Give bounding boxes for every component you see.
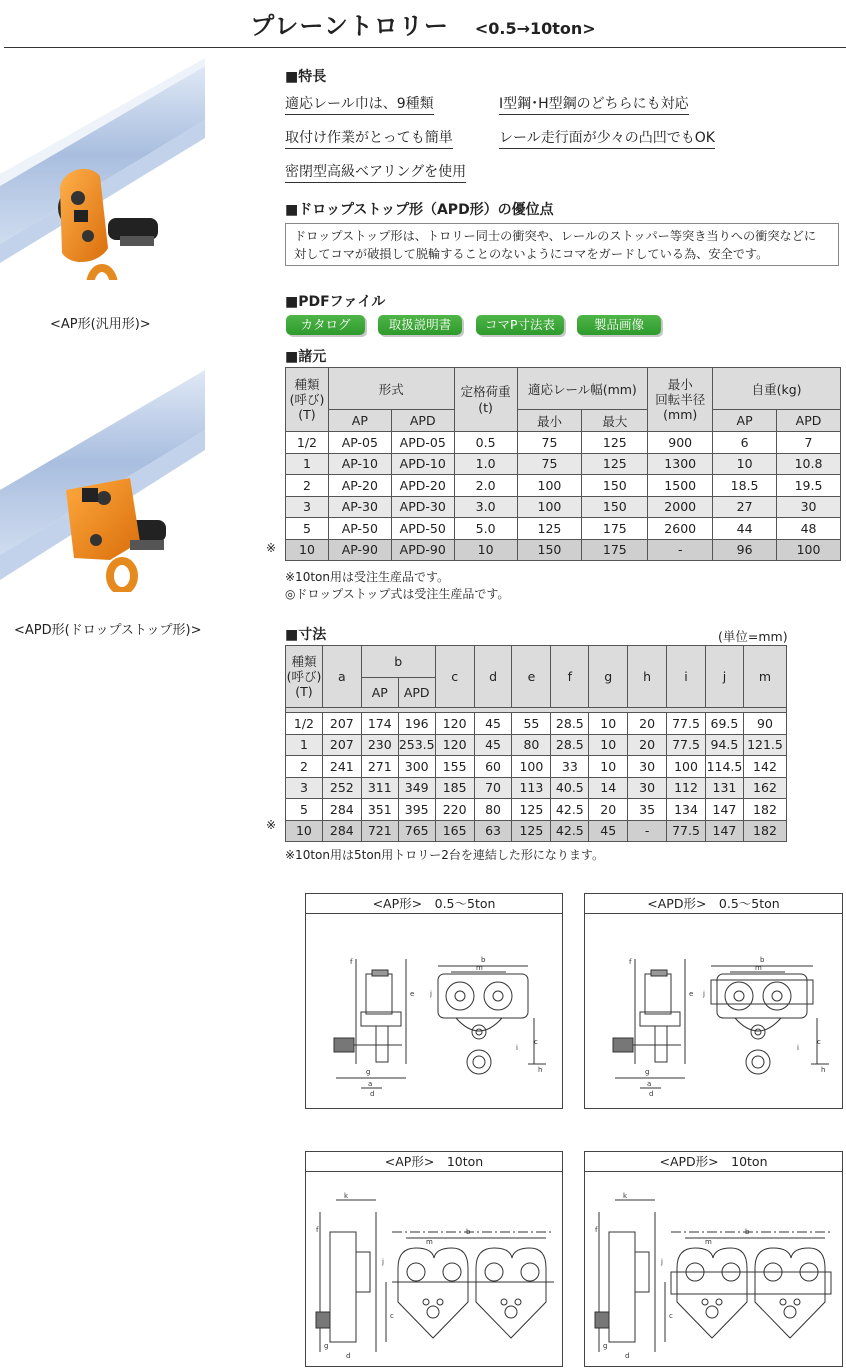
specs-cell: APD-10 [391,453,454,475]
dims-cell: 77.5 [667,713,706,735]
dims-cell: 284 [322,820,361,842]
dims-heading: ■寸法 [285,627,327,643]
dims-cell: 349 [398,777,435,799]
specs-cell: 100 [517,496,582,518]
svg-text:e: e [410,990,415,998]
feature-easy-install: 取付け作業がとっても簡単 [285,127,453,149]
svg-text:g: g [324,1342,329,1350]
dims-cell: 351 [361,799,398,821]
dims-cell: 1 [286,734,323,756]
dims-header-b-apd: APD [398,678,435,708]
specs-cell: 10 [286,539,329,561]
specs-cell: 100 [517,475,582,497]
dims-cell: 60 [474,756,512,778]
pdf-dimension-button[interactable]: コマP寸法表 [476,315,564,335]
specs-cell: AP-50 [328,518,391,540]
specs-row [286,518,841,540]
title-divider [4,47,846,48]
pdf-heading: ■PDFファイル [285,294,386,310]
dims-cell: 10 [589,734,628,756]
dims-cell: 63 [474,820,512,842]
specs-header-model: 形式 [328,368,454,410]
dims-cell: 162 [743,777,786,799]
dims-cell: 80 [512,734,551,756]
dims-cell: 20 [628,713,667,735]
dims-cell: 207 [322,713,361,735]
dims-row [286,799,787,821]
specs-cell: 2 [286,475,329,497]
specs-cell: APD-90 [391,539,454,561]
svg-text:g: g [645,1068,650,1076]
specs-cell: 75 [517,432,582,454]
dims-cell: 40.5 [551,777,589,799]
dims-cell: 10 [589,756,628,778]
dims-cell: 113 [512,777,551,799]
specs-cell: 48 [777,518,841,540]
specs-cell: 125 [582,453,648,475]
drawing-apd-small-diagram [585,914,842,1108]
svg-text:m: m [705,1238,712,1246]
dims-table [285,645,787,842]
drawing-apd-small [584,893,843,1109]
svg-text:e: e [689,990,694,998]
specs-cell: APD-30 [391,496,454,518]
specs-cell: 30 [777,496,841,518]
specs-header-weight-ap: AP [713,410,777,432]
apd-photo-caption: <APD形(ドロップストップ形)> [14,623,202,638]
drawing-apd-10ton [584,1151,843,1367]
dims-cell: 182 [743,820,786,842]
svg-text:f: f [595,1226,598,1234]
svg-text:i: i [797,1044,799,1052]
specs-cell: 150 [517,539,582,561]
dims-cell: 20 [628,734,667,756]
specs-cell: AP-90 [328,539,391,561]
dims-header-c: c [435,646,474,708]
dims-cell: 174 [361,713,398,735]
svg-text:b: b [481,956,486,964]
dims-cell: 28.5 [551,734,589,756]
dims-cell: 765 [398,820,435,842]
ap-photo-caption: <AP形(汎用形)> [50,317,151,332]
specs-table [285,367,841,561]
specs-cell: AP-05 [328,432,391,454]
svg-text:j: j [703,990,705,998]
svg-text:b: b [466,1228,471,1236]
svg-text:d: d [370,1090,375,1098]
drawing-ap-10ton [305,1151,563,1367]
specs-cell: 19.5 [777,475,841,497]
specs-cell: 96 [713,539,777,561]
dims-cell: 45 [474,713,512,735]
specs-cell: 44 [713,518,777,540]
specs-header-load: 定格荷重 (t) [454,368,517,432]
dims-cell: 300 [398,756,435,778]
dims-cell: 30 [628,777,667,799]
pdf-manual-button[interactable]: 取扱説明書 [378,315,462,335]
dims-cell: 2 [286,756,323,778]
dims-cell: 165 [435,820,474,842]
dims-header-a: a [322,646,361,708]
svg-text:g: g [603,1342,608,1350]
svg-text:d: d [346,1352,351,1360]
dims-cell: 5 [286,799,323,821]
svg-text:g: g [366,1068,371,1076]
specs-cell: 175 [582,539,648,561]
dims-cell: 90 [743,713,786,735]
svg-text:a: a [368,1080,373,1088]
pdf-catalog-button[interactable]: カタログ [286,315,365,335]
specs-row [286,475,841,497]
svg-text:j: j [382,1258,384,1266]
svg-text:b: b [760,956,765,964]
dims-cell: 80 [474,799,512,821]
dims-cell: 42.5 [551,799,589,821]
specs-cell: 900 [648,432,713,454]
svg-text:j: j [430,990,432,998]
dropstop-text-line1: ドロップストップ形は、トロリー同士の衝突や、レールのストッパー等突き当りへの衝突などに [294,229,817,243]
dims-cell: 185 [435,777,474,799]
dims-cell: 28.5 [551,713,589,735]
dims-cell: 207 [322,734,361,756]
specs-header-weight-apd: APD [777,410,841,432]
specs-cell: 175 [582,518,648,540]
specs-cell: 18.5 [713,475,777,497]
specs-cell: 27 [713,496,777,518]
dims-cell: 121.5 [743,734,786,756]
dims-row [286,820,787,842]
dims-cell: 196 [398,713,435,735]
dims-cell: 45 [589,820,628,842]
svg-text:j: j [661,1258,663,1266]
dims-cell: 69.5 [705,713,743,735]
dims-header-g: g [589,646,628,708]
specs-cell: 6 [713,432,777,454]
svg-text:m: m [755,964,762,972]
apd-trolley-photo [0,370,205,592]
specs-cell: 2.0 [454,475,517,497]
specs-cell: 2000 [648,496,713,518]
specs-header-max: 最大 [582,410,648,432]
svg-text:m: m [426,1238,433,1246]
specs-10ton-mark: ※ [266,541,277,555]
dims-cell: 147 [705,820,743,842]
dims-cell: 721 [361,820,398,842]
feature-bearing: 密閉型高級ベアリングを使用 [285,161,466,183]
specs-note-2: ◎ドロップストップ式は受注生産品です。 [285,587,510,601]
specs-cell: 75 [517,453,582,475]
specs-header-radius: 最小 回転半径 (mm) [648,368,713,432]
dims-cell: 114.5 [705,756,743,778]
dims-cell: 77.5 [667,734,706,756]
specs-cell: AP-10 [328,453,391,475]
dims-cell: 120 [435,713,474,735]
specs-cell: 5.0 [454,518,517,540]
svg-text:a: a [647,1080,652,1088]
dims-cell: 70 [474,777,512,799]
feature-beam-types: I型鋼･H型鋼のどちらにも対応 [499,93,689,115]
page-title-main: プレーントロリー [250,12,449,40]
dims-cell: 241 [322,756,361,778]
drawing-apd-10ton-diagram [585,1172,842,1366]
specs-note-1: ※10ton用は受注生産品です。 [285,570,450,584]
dims-cell: 125 [512,799,551,821]
specs-cell: 1.0 [454,453,517,475]
dims-cell: 120 [435,734,474,756]
page-title-sub: <0.5→10ton> [474,19,596,38]
specs-cell: 125 [517,518,582,540]
specs-header-kind: 種類 (呼び) (T) [286,368,329,432]
dims-cell: 142 [743,756,786,778]
dims-header-f: f [551,646,589,708]
dims-cell: 147 [705,799,743,821]
specs-row [286,539,841,561]
specs-cell: APD-20 [391,475,454,497]
dims-cell: 112 [667,777,706,799]
specs-cell: 1300 [648,453,713,475]
dims-cell: 1/2 [286,713,323,735]
specs-cell: 125 [582,432,648,454]
dims-cell: 253.5 [398,734,435,756]
dims-cell: 20 [589,799,628,821]
drawing-ap-10ton-diagram [306,1172,562,1366]
specs-cell: 3 [286,496,329,518]
dims-cell: 30 [628,756,667,778]
dropstop-description [285,223,839,266]
dims-cell: 155 [435,756,474,778]
drawing-ap-small-title: <AP形> 0.5〜5ton [306,894,562,914]
specs-cell: 5 [286,518,329,540]
dims-row [286,756,787,778]
specs-cell: 2600 [648,518,713,540]
dims-cell: 131 [705,777,743,799]
dims-cell: 395 [398,799,435,821]
svg-text:i: i [516,1044,518,1052]
pdf-product-image-button[interactable]: 製品画像 [577,315,661,335]
specs-row [286,496,841,518]
dims-cell: 284 [322,799,361,821]
drawing-ap-small-diagram [306,914,562,1108]
specs-cell: 1500 [648,475,713,497]
ap-trolley-photo [0,58,205,280]
specs-row [286,453,841,475]
specs-cell: 100 [777,539,841,561]
dims-cell: 220 [435,799,474,821]
dims-cell: 35 [628,799,667,821]
dims-cell: - [628,820,667,842]
page-title [0,6,846,46]
specs-cell: 150 [582,475,648,497]
dims-cell: 134 [667,799,706,821]
feature-uneven-rail: レール走行面が少々の凸凹でもOK [499,127,715,149]
dims-header-m: m [743,646,786,708]
dims-cell: 33 [551,756,589,778]
drawing-ap-small [305,893,563,1109]
dims-10ton-mark: ※ [266,818,277,832]
dims-cell: 311 [361,777,398,799]
svg-text:k: k [623,1192,628,1200]
specs-cell: APD-05 [391,432,454,454]
svg-text:d: d [625,1352,630,1360]
dims-cell: 100 [667,756,706,778]
specs-cell: 10 [454,539,517,561]
feature-rail-width: 適応レール巾は、9種類 [285,93,434,115]
svg-text:f: f [316,1226,319,1234]
dims-row [286,713,787,735]
dims-cell: 125 [512,820,551,842]
specs-cell: 3.0 [454,496,517,518]
dropstop-text-line2: 対してコマが破損して脱輪することのないようにコマをガードしている為、安全です。 [294,247,769,261]
drawing-ap-10ton-title: <AP形> 10ton [306,1152,562,1172]
dims-header-h: h [628,646,667,708]
specs-cell: AP-30 [328,496,391,518]
specs-cell: 1 [286,453,329,475]
specs-cell: AP-20 [328,475,391,497]
specs-row [286,432,841,454]
svg-text:k: k [344,1192,349,1200]
specs-cell: APD-50 [391,518,454,540]
dims-row [286,777,787,799]
dims-header-b: b [361,646,435,678]
specs-header-ap: AP [328,410,391,432]
specs-cell: 0.5 [454,432,517,454]
dims-header-kind: 種類 (呼び) (T) [286,646,323,708]
dims-cell: 271 [361,756,398,778]
specs-header-min: 最小 [517,410,582,432]
svg-text:c: c [534,1038,538,1046]
features-heading: ■特長 [285,69,327,85]
svg-text:m: m [476,964,483,972]
specs-header-apd: APD [391,410,454,432]
specs-header-rail: 適応レール幅(mm) [517,368,648,410]
dims-note: ※10ton用は5ton用トロリー2台を連結した形になります。 [285,848,604,862]
dims-header-e: e [512,646,551,708]
svg-text:h: h [821,1066,826,1074]
dims-header-i: i [667,646,706,708]
svg-text:c: c [817,1038,821,1046]
dropstop-heading: ■ドロップストップ形（APD形）の優位点 [285,202,554,218]
specs-cell: 1/2 [286,432,329,454]
dims-header-j: j [705,646,743,708]
specs-cell: 10 [713,453,777,475]
dims-cell: 3 [286,777,323,799]
drawing-apd-10ton-title: <APD形> 10ton [585,1152,842,1172]
dims-cell: 42.5 [551,820,589,842]
dims-cell: 14 [589,777,628,799]
dims-header-d: d [474,646,512,708]
specs-cell: 7 [777,432,841,454]
dims-cell: 45 [474,734,512,756]
dims-cell: 182 [743,799,786,821]
drawing-apd-small-title: <APD形> 0.5〜5ton [585,894,842,914]
svg-text:d: d [649,1090,654,1098]
specs-cell: 150 [582,496,648,518]
dims-unit: (単位=mm) [718,629,788,644]
dims-cell: 94.5 [705,734,743,756]
dims-cell: 230 [361,734,398,756]
dims-cell: 100 [512,756,551,778]
svg-text:b: b [745,1228,750,1236]
svg-text:c: c [669,1312,673,1320]
specs-header-weight: 自重(kg) [713,368,841,410]
svg-text:f: f [629,958,632,966]
dims-cell: 77.5 [667,820,706,842]
dims-header-b-ap: AP [361,678,398,708]
dims-row [286,734,787,756]
specs-cell: 10.8 [777,453,841,475]
specs-heading: ■諸元 [285,349,327,365]
svg-text:f: f [350,958,353,966]
svg-text:c: c [390,1312,394,1320]
dims-cell: 10 [286,820,323,842]
dims-cell: 252 [322,777,361,799]
dims-cell: 55 [512,713,551,735]
specs-cell: - [648,539,713,561]
svg-text:h: h [538,1066,543,1074]
dims-cell: 10 [589,713,628,735]
